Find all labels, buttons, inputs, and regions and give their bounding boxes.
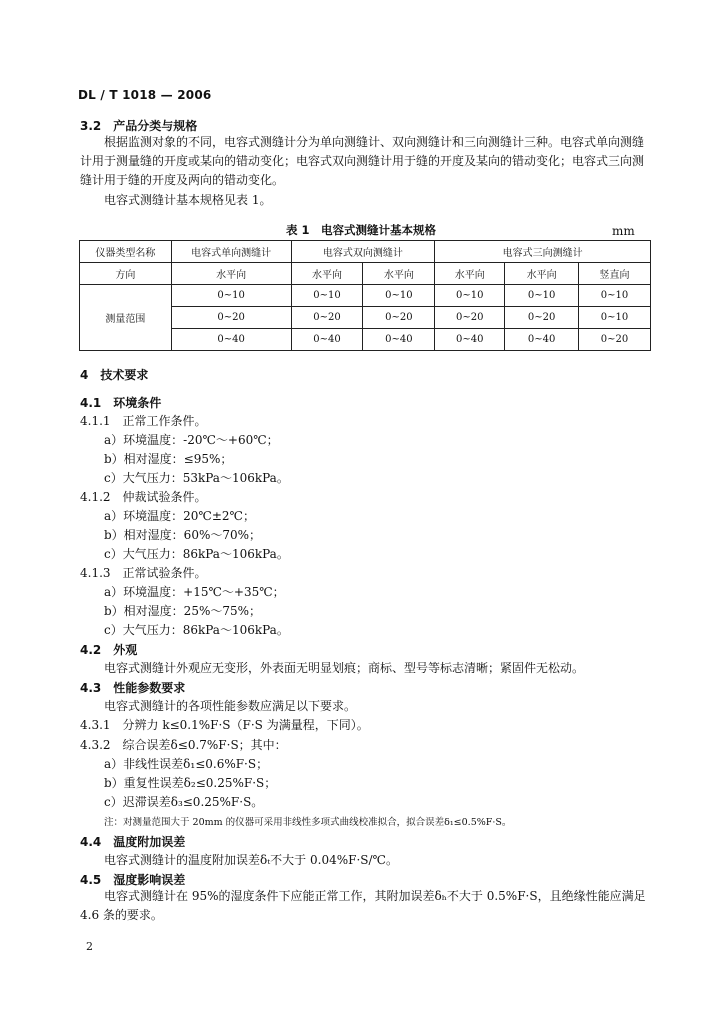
- direction-cell: 竖直向: [579, 263, 651, 285]
- direction-cell: 水平向: [435, 263, 505, 285]
- direction-cell: 水平向: [363, 263, 435, 285]
- section-3-2-paragraph: 根据监测对象的不同，电容式测缝计分为单向测缝计、双向测缝计和三向测缝计三种。电容式单向测缝计用于测量缝的开度或某向的错动变化；电容式双向测缝计用于缝的开度及某向的错动变化；电容式三向测缝计用于缝的开度及两向的错动变化。: [80, 135, 645, 187]
- range-cell: 0~20: [363, 307, 435, 329]
- range-cell: 0~40: [505, 329, 579, 351]
- note-text: 注：对测量范围大于 20mm 的仪器可采用非线性多项式曲线校准拟合，拟合误差δ₁≤0.5%F·S。: [104, 817, 512, 828]
- range-cell: 0~40: [435, 329, 505, 351]
- section-4-1-1-title: 4.1.1 正常工作条件。: [80, 414, 207, 428]
- list-item: b）重复性误差δ₂≤0.25%F·S；: [104, 776, 277, 790]
- document-code: DL / T 1018 — 2006: [78, 88, 212, 102]
- range-cell: 0~20: [171, 307, 291, 329]
- spec-table: [79, 240, 651, 351]
- list-item: a）环境温度：20℃±2℃；: [104, 509, 255, 523]
- table-reference-text: 电容式测缝计基本规格见表 1。: [104, 193, 272, 207]
- direction-label: 方向: [80, 263, 172, 285]
- section-4-heading: 4 技术要求: [80, 368, 149, 382]
- list-item: a）非线性误差δ₁≤0.6%F·S；: [104, 757, 269, 771]
- list-item: b）相对湿度：25%～75%；: [104, 604, 262, 618]
- section-4-5-heading: 4.5 湿度影响误差: [80, 873, 186, 887]
- range-cell: 0~10: [363, 285, 435, 307]
- header-single: 电容式单向测缝计: [171, 241, 291, 263]
- table-unit: mm: [612, 224, 635, 238]
- range-cell: 0~10: [171, 285, 291, 307]
- section-4-1-2-title: 4.1.2 仲裁试验条件。: [80, 490, 207, 504]
- direction-cell: 水平向: [291, 263, 363, 285]
- section-4-3-text: 电容式测缝计的各项性能参数应满足以下要求。: [104, 699, 357, 713]
- range-cell: 0~10: [579, 307, 651, 329]
- range-cell: 0~20: [291, 307, 363, 329]
- range-cell: 0~10: [505, 285, 579, 307]
- range-cell: 0~20: [435, 307, 505, 329]
- header-instrument-type: 仪器类型名称: [80, 241, 172, 263]
- list-item: c）大气压力：86kPa～106kPa。: [104, 623, 289, 637]
- range-cell: 0~10: [435, 285, 505, 307]
- range-cell: 0~10: [291, 285, 363, 307]
- section-3-2-heading: 3.2 产品分类与规格: [80, 119, 198, 133]
- range-cell: 0~40: [291, 329, 363, 351]
- header-double: 电容式双向测缝计: [291, 241, 435, 263]
- section-4-5-text: 电容式测缝计在 95%的湿度条件下应能正常工作，其附加误差δₕ不大于 0.5%F·S，且绝缘性能应满足 4.6 条的要求。: [80, 889, 646, 922]
- page-number: 2: [86, 940, 93, 953]
- range-label: 测量范围: [80, 285, 172, 351]
- range-cell: 0~10: [579, 285, 651, 307]
- direction-cell: 水平向: [171, 263, 291, 285]
- range-cell: 0~40: [171, 329, 291, 351]
- section-4-4-heading: 4.4 温度附加误差: [80, 835, 186, 849]
- list-item: c）大气压力：53kPa～106kPa。: [104, 471, 289, 485]
- section-4-4-text: 电容式测缝计的温度附加误差δₜ不大于 0.04%F·S/℃。: [104, 853, 398, 867]
- table-caption: 表 1 电容式测缝计基本规格: [286, 223, 437, 237]
- list-item: a）环境温度：-20℃～+60℃；: [104, 433, 279, 447]
- section-4-3-1: 4.3.1 分辨力 k≤0.1%F·S（F·S 为满量程，下同）。: [80, 718, 369, 732]
- table-header-row: [80, 241, 651, 263]
- section-4-3-2: 4.3.2 综合误差δ≤0.7%F·S；其中：: [80, 738, 287, 752]
- direction-cell: 水平向: [505, 263, 579, 285]
- header-triple: 电容式三向测缝计: [435, 241, 651, 263]
- list-item: b）相对湿度：60%～70%；: [104, 528, 262, 542]
- section-4-2-text: 电容式测缝计外观应无变形，外表面无明显划痕；商标、型号等标志清晰；紧固件无松动。: [104, 661, 585, 675]
- range-cell: 0~20: [505, 307, 579, 329]
- section-4-1-3-title: 4.1.3 正常试验条件。: [80, 566, 207, 580]
- list-item: c）大气压力：86kPa～106kPa。: [104, 547, 289, 561]
- range-cell: 0~20: [579, 329, 651, 351]
- range-cell: 0~40: [363, 329, 435, 351]
- section-4-2-heading: 4.2 外观: [80, 643, 138, 657]
- table-direction-row: [80, 263, 651, 285]
- section-4-3-heading: 4.3 性能参数要求: [80, 681, 186, 695]
- list-item: a）环境温度：+15℃～+35℃；: [104, 585, 285, 599]
- list-item: b）相对湿度：≤95%；: [104, 452, 233, 466]
- table-row: [80, 285, 651, 307]
- list-item: c）迟滞误差δ₃≤0.25%F·S。: [104, 795, 264, 809]
- section-4-1-heading: 4.1 环境条件: [80, 396, 162, 410]
